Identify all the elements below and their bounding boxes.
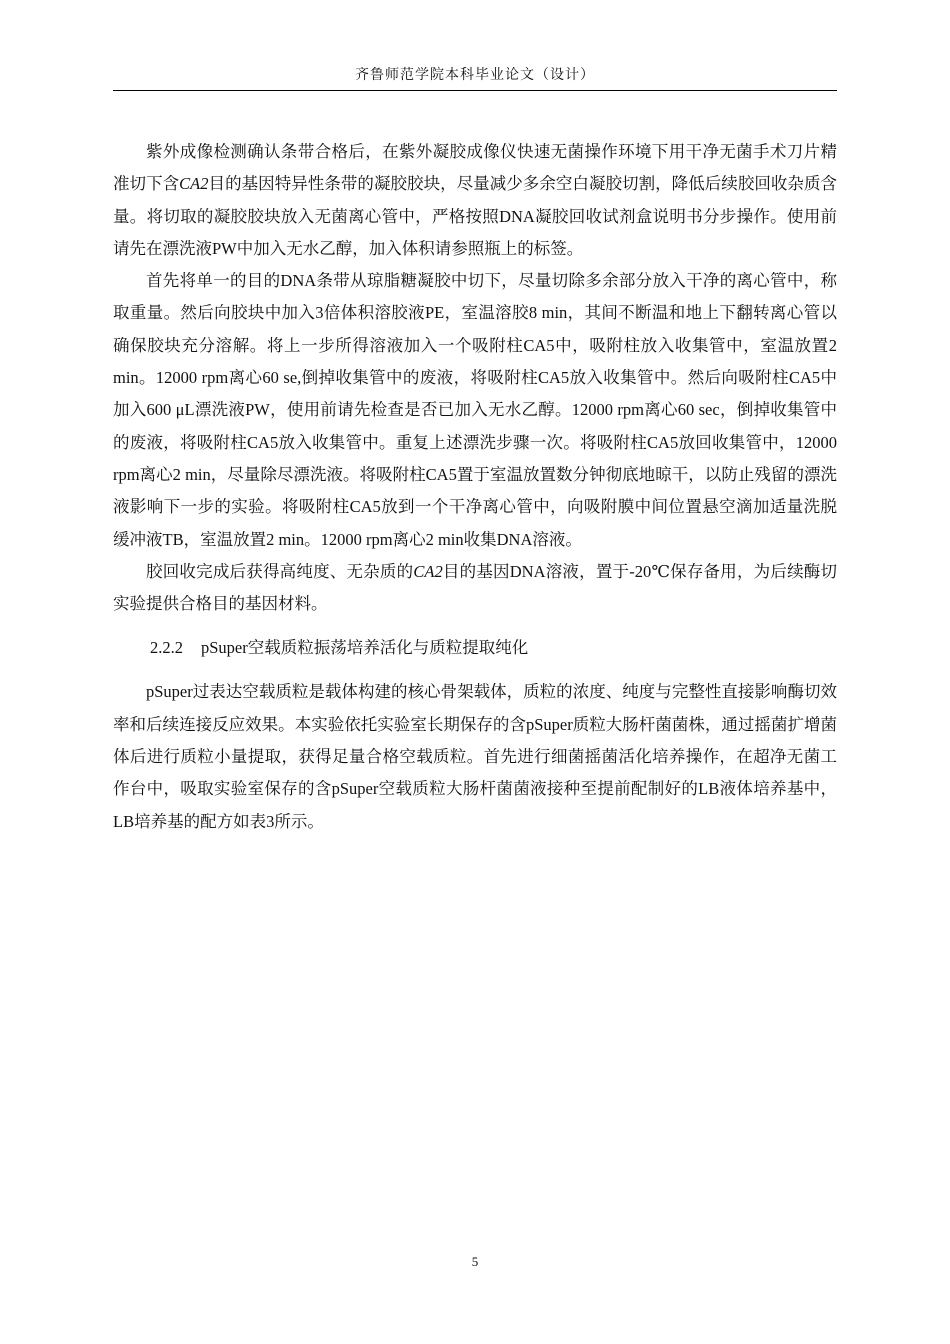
header-title: 齐鲁师范学院本科毕业论文（设计） <box>355 67 595 83</box>
paragraph-gel-recovery-steps: 首先将单一的目的DNA条带从琼脂糖凝胶中切下，尽量切除多余部分放入干净的离心管中，称取重量。然后向胶块中加入3倍体积溶胶液PE，室温溶胶8 min，其间不断温和地上下翻转离心管以确保胶块充分溶解。将上一步所得溶液加入一个吸附柱CA5中，吸附柱放入收集管中，室温放置2 min。12000 rpm离心60 se,倒掉收集管中的废液，将吸附柱CA5放入收集管中。然后向吸附柱CA5中加入600 μL漂洗液PW，使用前请先检查是否已加入无水乙醇。12000 rpm离心60 sec，倒掉收集管中的废液，将吸附柱CA5放入收集管中。重复上述漂洗步骤一次。将吸附柱CA5放回收集管中，12000 rpm离心2 min，尽量除尽漂洗液。将吸附柱CA5置于室温放置数分钟彻底地晾干，以防止残留的漂洗液影响下一步的实验。将吸附柱CA5放到一个干净离心管中，向吸附膜中间位置悬空滴加适量洗脱缓冲液TB，室温放置2 min。12000 rpm离心2 min收集DNA溶液。 <box>113 271 837 549</box>
gene-name: CA2 <box>413 561 443 581</box>
gene-name: CA2 <box>179 174 209 194</box>
running-header <box>113 66 837 91</box>
section-title: pSuper空载质粒振荡培养活化与质粒提取纯化 <box>201 638 529 658</box>
section-heading <box>113 632 837 664</box>
paragraph-plasmid-culture: pSuper过表达空载质粒是载体构建的核心骨架载体，质粒的浓度、纯度与完整性直接影响酶切效率和后续连接反应效果。本实验依托实验室长期保存的含pSuper质粒大肠杆菌菌株，通过摇菌扩增菌体后进行质粒小量提取，获得足量合格空载质粒。首先进行细菌摇菌活化培养操作，在超净无菌工作台中，吸取实验室保存的含pSuper空载质粒大肠杆菌菌液接种至提前配制好的LB液体培养基中，LB培养基的配方如表3所示。 <box>113 682 837 831</box>
paragraph-gel-excision: 紫外成像检测确认条带合格后，在紫外凝胶成像仪快速无菌操作环境下用干净无菌手术刀片精准切下含CA2目的基因特异性条带的凝胶胶块，尽量减少多余空白凝胶切割，降低后续胶回收杂质含量。将切取的凝胶胶块放入无菌离心管中，严格按照DNA凝胶回收试剂盒说明书分步操作。使用前请先在漂洗液PW中加入无水乙醇，加入体积请参照瓶上的标签。 <box>113 142 838 258</box>
section-number: 2.2.2 <box>150 638 183 658</box>
page-number: 5 <box>471 1254 479 1269</box>
main-content <box>113 136 837 838</box>
paragraph-gel-recovery-result: 胶回收完成后获得高纯度、无杂质的CA2目的基因DNA溶液，置于-20℃保存备用，为后续酶切实验提供合格目的基因材料。 <box>113 561 838 614</box>
